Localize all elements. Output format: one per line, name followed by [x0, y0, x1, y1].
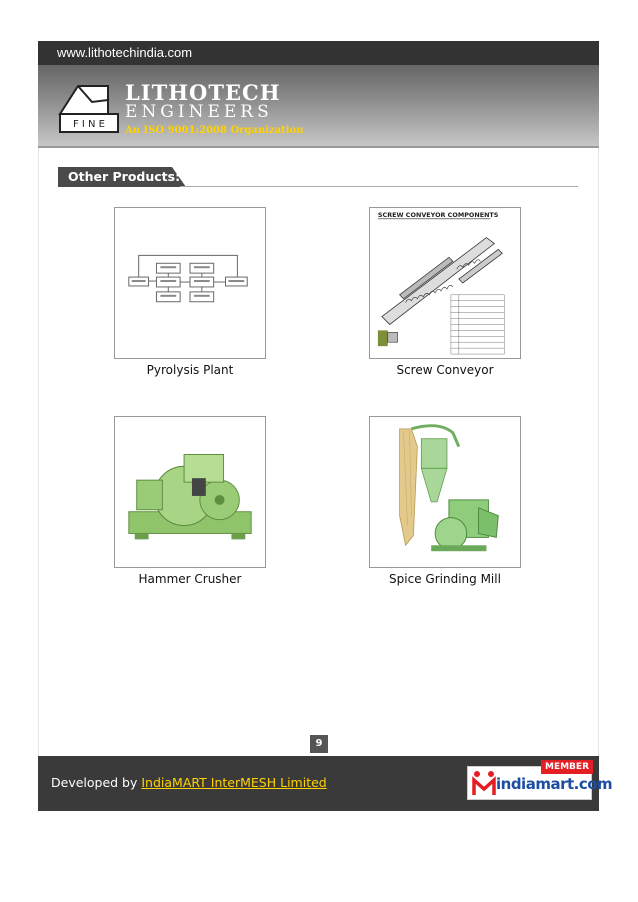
member-badge: MEMBER	[541, 760, 593, 774]
screw-conveyor-diagram-title: SCREW CONVEYOR COMPONENTS	[377, 210, 499, 219]
header-banner	[38, 65, 599, 147]
iso-tagline: An ISO 9001:2008 Organization	[125, 125, 304, 136]
product-name-spice-grinding-mill[interactable]: Spice Grinding Mill	[389, 572, 501, 586]
developed-by-credit	[51, 775, 327, 790]
logo-text: F I N E	[72, 119, 106, 130]
section-rule	[180, 186, 578, 187]
website-url[interactable]: www.lithotechindia.com	[38, 41, 599, 65]
product-name-screw-conveyor[interactable]: Screw Conveyor	[396, 363, 494, 377]
spice-grinding-mill-image[interactable]	[369, 416, 521, 568]
header-divider	[38, 146, 599, 148]
screw-conveyor-image[interactable]	[369, 207, 521, 359]
section-title: Other Products:	[68, 169, 181, 184]
page-number: 9	[310, 735, 328, 753]
indiamart-logo-text[interactable]: indiamart.com	[496, 775, 613, 793]
company-logo	[58, 80, 120, 136]
brand-name: LITHOTECH	[125, 80, 281, 105]
pyrolysis-plant-image[interactable]	[114, 207, 266, 359]
indiamart-m-icon	[471, 767, 497, 799]
brand-subtitle: ENGINEERS	[125, 102, 273, 122]
hammer-crusher-image[interactable]	[114, 416, 266, 568]
product-name-pyrolysis-plant[interactable]: Pyrolysis Plant	[146, 363, 234, 377]
indiamart-link[interactable]: IndiaMART InterMESH Limited	[141, 775, 327, 790]
product-name-hammer-crusher[interactable]: Hammer Crusher	[138, 572, 242, 586]
developed-by-label: Developed by	[51, 775, 138, 790]
